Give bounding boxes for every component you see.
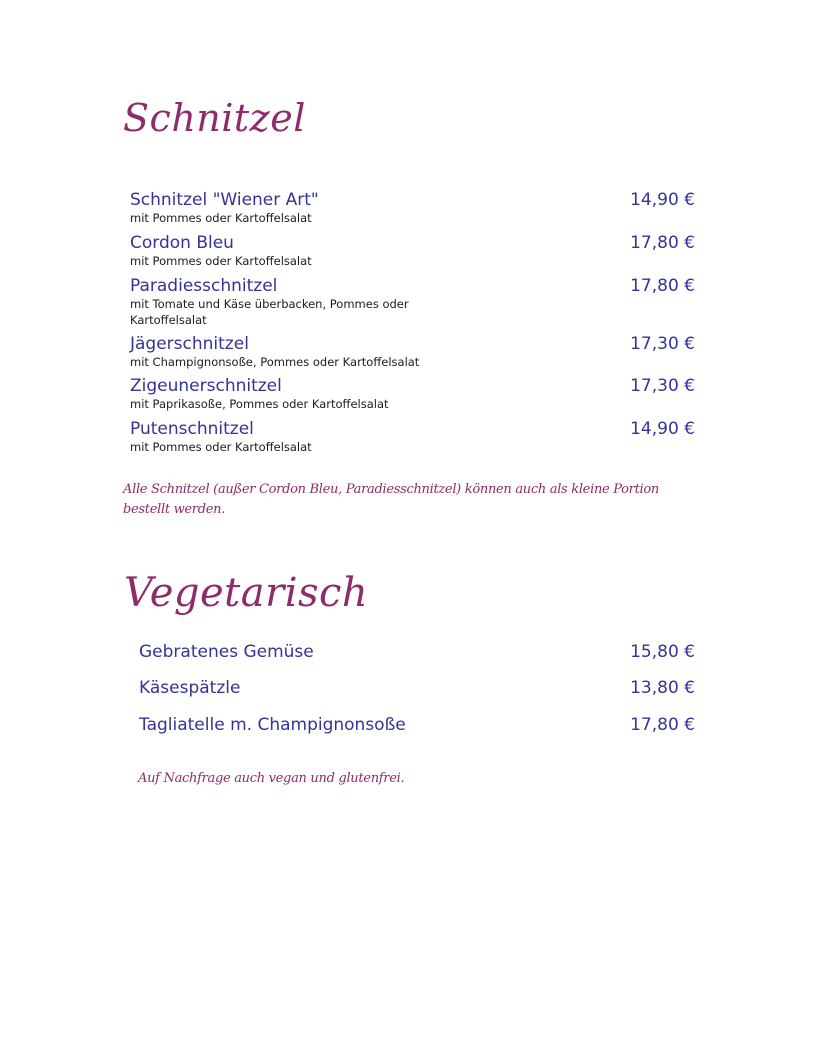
item-name: Jägerschnitzel: [130, 334, 249, 354]
item-price: 17,80 €: [630, 233, 695, 253]
vegetarisch-note: Auf Nachfrage auch vegan und glutenfrei.: [138, 771, 405, 786]
item-name: Käsespätzle: [139, 678, 241, 698]
menu-item: [130, 190, 695, 226]
section-title-schnitzel: Schnitzel: [123, 96, 306, 140]
section-title-vegetarisch: Vegetarisch: [124, 570, 369, 616]
item-description: mit Pommes oder Kartoffelsalat: [130, 440, 312, 454]
item-price: 17,30 €: [630, 376, 695, 396]
schnitzel-note: Alle Schnitzel (außer Cordon Bleu, Paradiesschnitzel) können auch als kleine Portion bestellt werden.: [123, 482, 659, 517]
item-price: 14,90 €: [630, 190, 695, 210]
item-name: Schnitzel "Wiener Art": [130, 190, 319, 210]
menu-item: [130, 376, 695, 412]
item-name: Zigeunerschnitzel: [130, 376, 282, 396]
item-description: mit Pommes oder Kartoffelsalat: [130, 254, 312, 268]
item-name: Putenschnitzel: [130, 419, 254, 439]
menu-item: [139, 714, 695, 736]
item-name: Paradiesschnitzel: [130, 276, 278, 296]
item-price: 15,80 €: [630, 642, 695, 662]
menu-item: [130, 276, 695, 328]
menu-item: [130, 233, 695, 269]
menu-item: [139, 641, 695, 663]
item-description: mit Tomate und Käse überbacken, Pommes oder Kartoffelsalat: [130, 297, 409, 327]
item-name: Tagliatelle m. Champignonsoße: [139, 715, 406, 735]
item-price: 14,90 €: [630, 419, 695, 439]
item-description: mit Champignonsoße, Pommes oder Kartoffelsalat: [130, 355, 420, 369]
item-price: 13,80 €: [630, 678, 695, 698]
item-description: mit Pommes oder Kartoffelsalat: [130, 211, 312, 225]
item-price: 17,80 €: [630, 715, 695, 735]
item-price: 17,80 €: [630, 276, 695, 296]
item-description: mit Paprikasoße, Pommes oder Kartoffelsalat: [130, 397, 389, 411]
menu-item: [130, 334, 695, 370]
item-name: Cordon Bleu: [130, 233, 234, 253]
item-name: Gebratenes Gemüse: [139, 642, 314, 662]
menu-item: [139, 677, 695, 699]
menu-item: [130, 419, 695, 455]
item-price: 17,30 €: [630, 334, 695, 354]
